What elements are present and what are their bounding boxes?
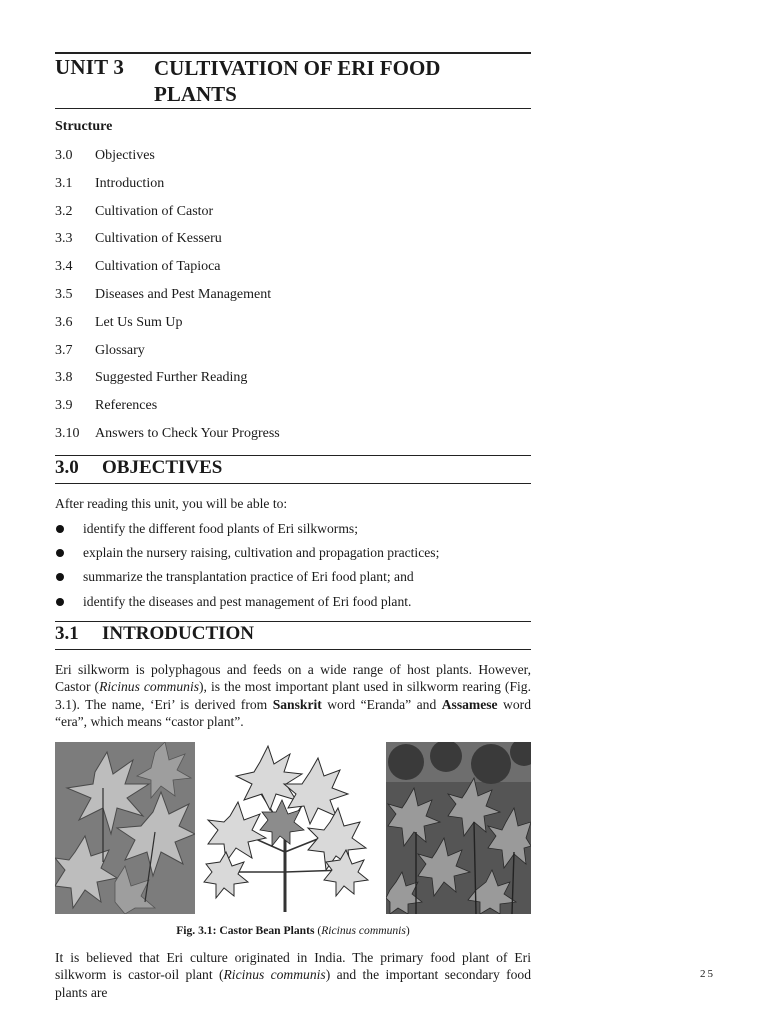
structure-list (55, 146, 531, 452)
toc-label: References (95, 398, 158, 414)
castor-leaves-photo (55, 742, 195, 914)
castor-plant-image (200, 742, 370, 914)
toc-label: Cultivation of Castor (95, 203, 214, 219)
emphasis: Assamese (441, 696, 498, 712)
caption-label: Fig. 3.1: Castor Bean Plants (176, 924, 315, 937)
species-name: Ricinus communis (321, 924, 406, 937)
introduction-heading (55, 621, 531, 650)
bullet-icon (56, 598, 64, 606)
toc-label: Let Us Sum Up (95, 314, 183, 330)
closing-paragraph (55, 949, 531, 1001)
text-run: ), is the most important plant used in silkworm rearing (Fig. 3.1). The name, ‘Eri’ is derived from (55, 679, 531, 712)
toc-item[interactable] (55, 368, 531, 396)
toc-number: 3.1 (55, 175, 73, 191)
toc-label: Cultivation of Tapioca (95, 259, 221, 275)
objective-item (55, 567, 531, 591)
toc-number: 3.5 (55, 286, 73, 302)
bullet-icon (56, 573, 64, 581)
structure-heading: Structure (55, 119, 113, 134)
bullet-icon (56, 525, 64, 533)
toc-item[interactable] (55, 396, 531, 424)
toc-item[interactable] (55, 313, 531, 341)
objective-text: identify the diseases and pest management of Eri food plant. (83, 593, 412, 609)
toc-number: 3.4 (55, 259, 73, 275)
text-run: ) and the important secondary food plants are (55, 967, 531, 1000)
toc-label: Introduction (95, 175, 165, 191)
text-run: word “Eranda” and (321, 696, 442, 712)
section-title: OBJECTIVES (102, 457, 223, 478)
unit-title (154, 55, 524, 107)
castor-plant-photo (200, 742, 370, 914)
toc-item[interactable] (55, 229, 531, 257)
species-name: Ricinus communis (223, 967, 326, 983)
toc-item[interactable] (55, 257, 531, 285)
text-run: ) (405, 924, 410, 937)
introduction-paragraph (55, 661, 531, 731)
toc-item[interactable] (55, 285, 531, 313)
objectives-heading (55, 455, 531, 484)
objective-text: identify the different food plants of Eri silkworms; (83, 521, 358, 536)
emphasis: Sanskrit (272, 696, 322, 712)
toc-label: Answers to Check Your Progress (95, 425, 280, 441)
text-run: ( (314, 924, 322, 937)
figure-caption (55, 924, 531, 937)
toc-item[interactable] (55, 202, 531, 230)
toc-item[interactable] (55, 146, 531, 174)
objective-text: explain the nursery raising, cultivation and propagation practices; (83, 545, 440, 561)
page-number: 25 (700, 968, 715, 980)
toc-label: Glossary (95, 342, 145, 358)
section-number: 3.1 (55, 623, 79, 644)
toc-label: Objectives (95, 148, 155, 163)
section-number: 3.0 (55, 457, 79, 478)
objectives-list (55, 519, 531, 616)
toc-item[interactable] (55, 424, 531, 452)
unit-title-line-2: PLANTS (154, 82, 237, 106)
toc-number: 3.8 (55, 370, 73, 386)
unit-number: UNIT 3 (55, 55, 125, 79)
castor-field-photo (386, 742, 531, 914)
toc-number: 3.7 (55, 342, 73, 358)
toc-label: Suggested Further Reading (95, 370, 248, 386)
objectives-intro: After reading this unit, you will be able to: (55, 496, 288, 511)
text-run: Eri silkworm is polyphagous and feeds on a wide range of host plants. However, Castor ( (55, 662, 531, 695)
toc-number: 3.6 (55, 314, 73, 330)
section-title: INTRODUCTION (102, 623, 255, 644)
toc-label: Diseases and Pest Management (95, 286, 272, 302)
toc-number: 3.9 (55, 398, 73, 414)
objective-item (55, 592, 531, 616)
unit-title-line-1: CULTIVATION OF ERI FOOD (154, 56, 441, 80)
unit-header (55, 52, 531, 109)
toc-item[interactable] (55, 341, 531, 369)
text-run: word “era”, which means “castor plant”. (55, 696, 531, 730)
toc-number: 3.0 (55, 148, 73, 163)
castor-leaves-image (55, 742, 195, 914)
toc-number: 3.10 (55, 425, 80, 441)
toc-label: Cultivation of Kesseru (95, 231, 222, 247)
toc-number: 3.3 (55, 231, 73, 247)
text-run: It is believed that Eri culture originated in India. The primary food plant of Eri silkworm is castor-oil plant ( (55, 950, 531, 983)
objective-item (55, 543, 531, 567)
bullet-icon (56, 549, 64, 557)
toc-number: 3.2 (55, 203, 73, 219)
objective-item (55, 519, 531, 543)
objective-text: summarize the transplantation practice of Eri food plant; and (83, 569, 414, 585)
species-name: Ricinus communis (99, 679, 200, 695)
castor-field-image (386, 742, 531, 914)
toc-item[interactable] (55, 174, 531, 202)
